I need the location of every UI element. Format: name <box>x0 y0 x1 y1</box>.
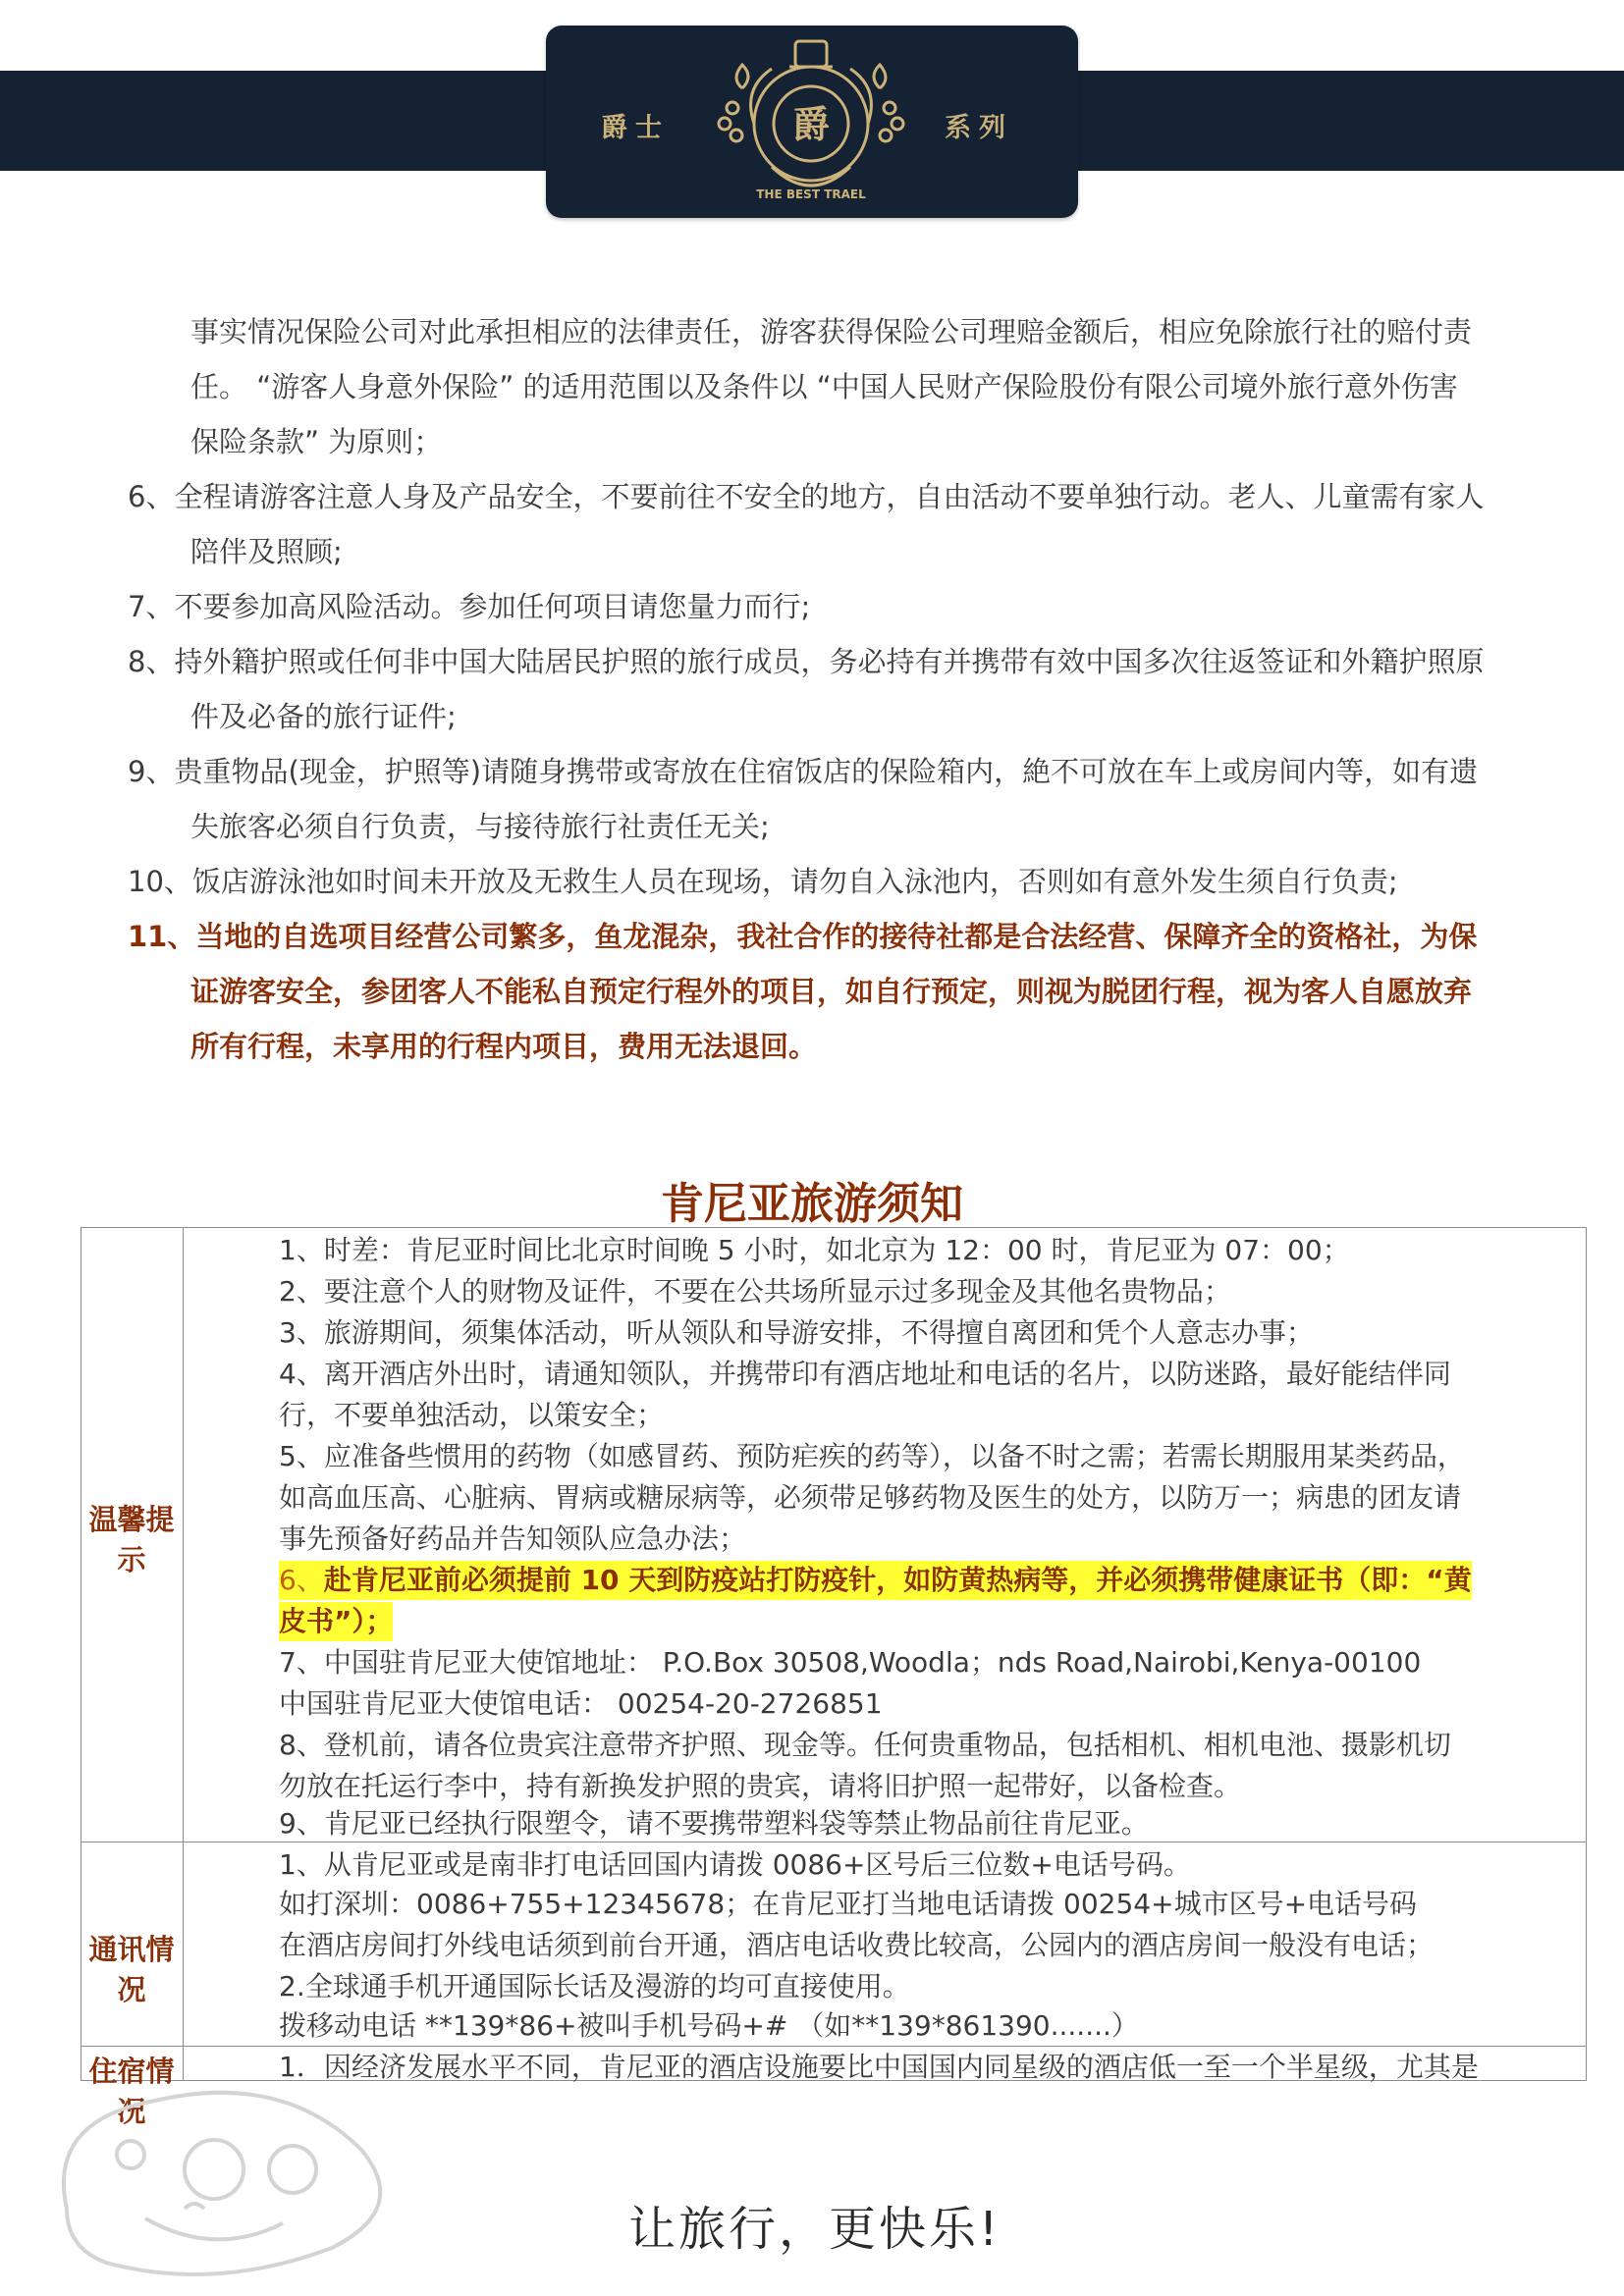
list-item: 9、贵重物品(现金，护照等)请随身携带或寄放在住宿饭店的保险箱内，絶不可放在车上或房间内等，如有遗 <box>128 755 1479 788</box>
row-head-accommodation: 住宿情况 <box>88 2055 175 2128</box>
series-label-left: 爵士 <box>601 113 670 143</box>
table-cell-line: 1、从肯尼亚或是南非打电话回国内请拨 0086+区号后三位数+电话号码。 <box>279 1848 1191 1881</box>
list-item: 证游客安全，参团客人不能私自预定行程外的项目，如自行预定，则视为脱团行程，视为客人自愿放弃 <box>190 975 1473 1008</box>
brand-emblem-icon <box>703 29 919 216</box>
table-cell-line: 1、时差：肯尼亚时间比北京时间晚 5 小时，如北京为 12：00 时，肯尼亚为 07：00； <box>279 1234 1350 1266</box>
footer-slogan: 让旅行，更快乐! <box>628 2202 1001 2257</box>
highlighted-warning <box>279 1561 1472 1600</box>
list-item: 任。 “游客人身意外保险” 的适用范围以及条件以 “中国人民财产保险股份有限公司境外旅行意外伤害 <box>190 370 1458 403</box>
highlight-lead: 6、 <box>279 1564 324 1596</box>
table-cell-line: 在酒店房间打外线电话须到前台开通，酒店电话收费比较高，公园内的酒店房间一般没有电话； <box>279 1929 1435 1961</box>
table-cell-line: 1．因经济发展水平不同，肯尼亚的酒店设施要比中国国内同星级的酒店低一至一个半星级，尤其是 <box>279 2051 1479 2083</box>
list-item: 10、饭店游泳池如时间未开放及无救生人员在现场，请勿自入泳池内，否则如有意外发生须自行负责; <box>128 865 1398 898</box>
list-item: 11、当地的自选项目经营公司繁多，鱼龙混杂，我社合作的接待社都是合法经营、保障齐全的资格社，为保 <box>128 920 1478 953</box>
table-cell-line: 8、登机前，请各位贵宾注意带齐护照、现金等。任何贵重物品，包括相机、相机电池、摄影机切 <box>279 1729 1451 1761</box>
table-cell-line: 拨移动电话 **139*86+被叫手机号码+# （如**139*861390.......） <box>279 2009 1139 2042</box>
table-cell-line: 3、旅游期间，须集体活动，听从领队和导游安排，不得擅自离团和凭个人意志办事； <box>279 1316 1314 1349</box>
list-item: 事实情况保险公司对此承担相应的法律责任，游客获得保险公司理赔金额后，相应免除旅行社的赔付责 <box>190 315 1473 348</box>
list-item: 陪伴及照顾; <box>190 535 343 568</box>
table-cell-line: 如高血压高、心脏病、胃病或糖尿病等，必须带足够药物及医生的处方，以防万一；病患的团友请 <box>279 1481 1462 1514</box>
list-item: 保险条款” 为原则； <box>190 425 443 458</box>
list-item: 7、不要参加高风险活动。参加任何项目请您量力而行; <box>128 590 811 623</box>
emblem-char: 爵 <box>791 103 831 146</box>
row-head-communication: 通讯情况 <box>88 1933 175 2006</box>
table-cell-line: 中国驻肯尼亚大使馆电话： 00254-20-2726851 <box>279 1687 883 1720</box>
table-cell-line: 事先预备好药品并告知领队应急办法； <box>279 1522 747 1555</box>
table-cell-line: 2、要注意个人的财物及证件，不要在公共场所显示过多现金及其他名贵物品； <box>279 1275 1231 1308</box>
table-column-divider <box>183 1227 184 2081</box>
section-title: 肯尼亚旅游须知 <box>661 1179 963 1229</box>
list-item: 所有行程，未享用的行程内项目，费用无法退回。 <box>190 1030 818 1063</box>
highlight-text: 赴肯尼亚前必须提前 10 天到防疫站打防疫针，如防黄热病等，并必须携带健康证书（即：“黄 <box>323 1564 1472 1596</box>
list-item: 件及必备的旅行证件; <box>190 700 457 733</box>
series-label-right: 系列 <box>945 113 1013 143</box>
highlighted-warning: 皮书”）； <box>279 1602 393 1641</box>
table-cell-line: 4、离开酒店外出时，请通知领队，并携带印有酒店地址和电话的名片，以防迷路，最好能结伴同 <box>279 1358 1451 1390</box>
table-cell-line: 如打深圳：0086+755+12345678；在肯尼亚打当地电话请拨 00254+城市区号+电话号码 <box>279 1888 1418 1920</box>
table-cell-line: 勿放在托运行李中，持有新换发护照的贵宾，请将旧护照一起带好，以备检查。 <box>279 1770 1242 1802</box>
table-cell-line: 2.全球通手机开通国际长话及漫游的均可直接使用。 <box>279 1970 910 2002</box>
table-row-divider <box>81 2046 1587 2047</box>
row-head-tips: 温馨提示 <box>88 1503 175 1576</box>
table-cell-line: 5、应准备些惯用的药物（如感冒药、预防疟疾的药等），以备不时之需；若需长期服用某类药品， <box>279 1440 1465 1472</box>
table-cell-line: 7、中国驻肯尼亚大使馆地址： P.O.Box 30508,Woodla；nds Road,Nairobi,Kenya-00100 <box>279 1646 1422 1679</box>
list-item: 失旅客必须自行负责，与接待旅行社责任无关; <box>190 810 770 843</box>
table-cell-line: 9、肯尼亚已经执行限塑令，请不要携带塑料袋等禁止物品前往肯尼亚。 <box>279 1807 1149 1840</box>
emblem-ribbon: THE BEST TRAEL <box>756 187 866 201</box>
table-cell-line: 行，不要单独活动，以策安全； <box>279 1399 665 1431</box>
list-item: 8、持外籍护照或任何非中国大陆居民护照的旅行成员，务必持有并携带有效中国多次往返签证和外籍护照原 <box>128 645 1485 678</box>
list-item: 6、全程请游客注意人身及产品安全，不要前往不安全的地方，自由活动不要单独行动。老人、儿童需有家人 <box>128 480 1485 513</box>
mascot-watermark-icon <box>37 2061 499 2296</box>
